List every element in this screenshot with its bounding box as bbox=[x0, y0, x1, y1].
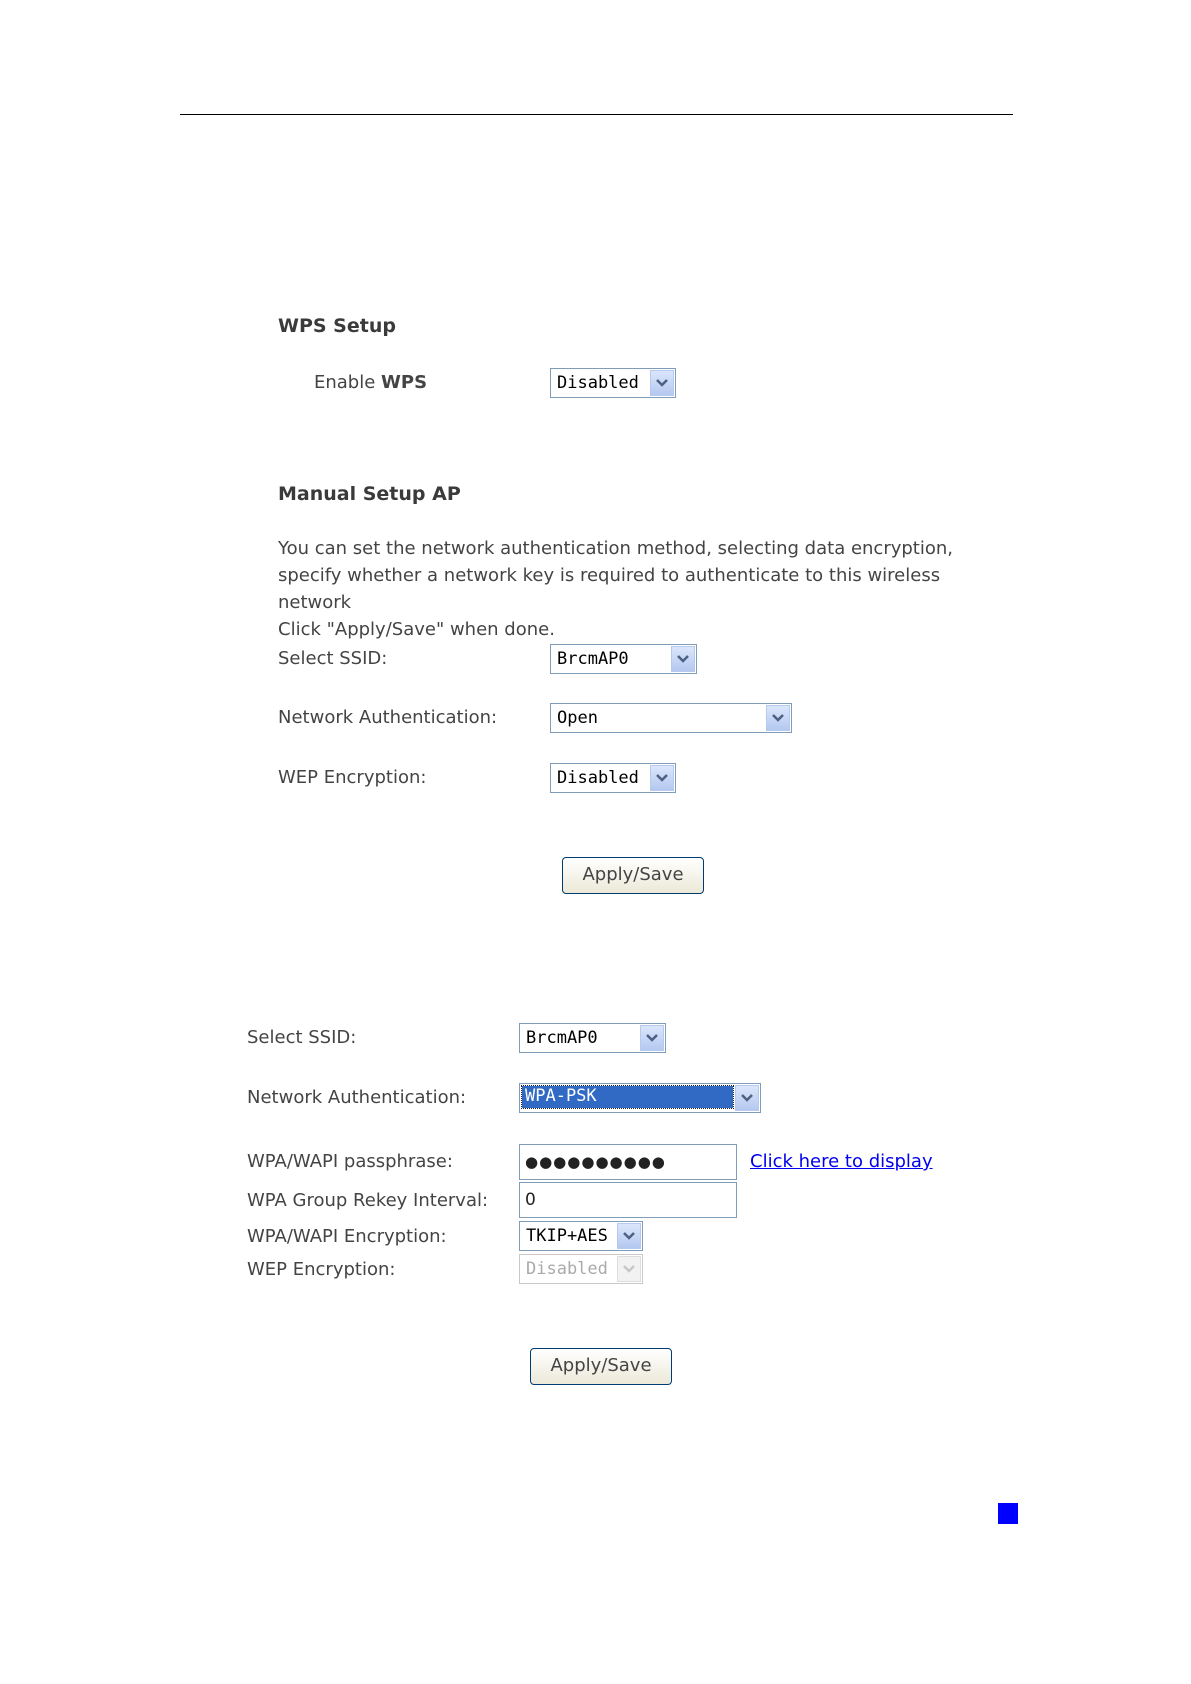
wpa-encryption-value: TKIP+AES bbox=[526, 1226, 608, 1246]
enable-wps-label bbox=[314, 372, 427, 393]
chevron-down-icon[interactable] bbox=[650, 765, 674, 791]
wpa-encryption-label: WPA/WAPI Encryption: bbox=[247, 1226, 447, 1247]
chevron-down-icon[interactable] bbox=[735, 1085, 759, 1111]
description-line-1: You can set the network authentication method, selecting data encryption, bbox=[278, 538, 954, 559]
enable-wps-select[interactable] bbox=[550, 368, 676, 398]
wpa-auth-value: WPA-PSK bbox=[522, 1086, 733, 1108]
description-line-2: specify whether a network key is required to authenticate to this wireless network bbox=[278, 565, 941, 613]
ssid-label: Select SSID: bbox=[278, 648, 388, 669]
auth-select[interactable] bbox=[550, 703, 792, 733]
enable-wps-label-prefix: Enable bbox=[314, 372, 382, 393]
manual-setup-heading: Manual Setup AP bbox=[278, 483, 461, 505]
display-passphrase-link[interactable]: Click here to display bbox=[750, 1151, 933, 1172]
wpa-auth-select[interactable] bbox=[519, 1083, 761, 1113]
wpa-ssid-label: Select SSID: bbox=[247, 1027, 357, 1048]
wep-select[interactable] bbox=[550, 763, 676, 793]
wpa-auth-label: Network Authentication: bbox=[247, 1087, 467, 1108]
description-line-3: Click "Apply/Save" when done. bbox=[278, 619, 555, 640]
auth-value: Open bbox=[557, 708, 598, 728]
chevron-down-icon[interactable] bbox=[766, 705, 790, 731]
rekey-input[interactable] bbox=[519, 1182, 737, 1218]
wpa-wep-select bbox=[519, 1254, 643, 1284]
wep-label: WEP Encryption: bbox=[278, 767, 427, 788]
passphrase-label: WPA/WAPI passphrase: bbox=[247, 1151, 453, 1172]
ssid-value: BrcmAP0 bbox=[557, 649, 629, 669]
chevron-down-icon bbox=[617, 1256, 641, 1282]
apply-save-button[interactable]: Apply/Save bbox=[562, 857, 704, 894]
enable-wps-label-bold: WPS bbox=[381, 372, 428, 393]
rekey-value: 0 bbox=[525, 1190, 536, 1210]
enable-wps-value: Disabled bbox=[557, 373, 639, 393]
wpa-ssid-value: BrcmAP0 bbox=[526, 1028, 598, 1048]
wep-value: Disabled bbox=[557, 768, 639, 788]
wpa-ssid-select[interactable] bbox=[519, 1023, 666, 1053]
ssid-select[interactable] bbox=[550, 644, 697, 674]
auth-label: Network Authentication: bbox=[278, 707, 498, 728]
chevron-down-icon[interactable] bbox=[617, 1223, 641, 1249]
wpa-wep-value: Disabled bbox=[526, 1259, 608, 1279]
passphrase-value: ●●●●●●●●●● bbox=[525, 1153, 666, 1171]
chevron-down-icon[interactable] bbox=[671, 646, 695, 672]
wpa-wep-label: WEP Encryption: bbox=[247, 1259, 396, 1280]
rekey-label: WPA Group Rekey Interval: bbox=[247, 1190, 489, 1211]
wpa-encryption-select[interactable] bbox=[519, 1221, 643, 1251]
passphrase-input[interactable] bbox=[519, 1144, 737, 1180]
wps-setup-heading: WPS Setup bbox=[278, 315, 396, 337]
wpa-apply-save-button[interactable]: Apply/Save bbox=[530, 1348, 672, 1385]
header-rule bbox=[180, 114, 1013, 115]
chevron-down-icon[interactable] bbox=[650, 370, 674, 396]
chevron-down-icon[interactable] bbox=[640, 1025, 664, 1051]
manual-setup-description bbox=[278, 535, 998, 643]
page-marker-square bbox=[998, 1503, 1018, 1524]
